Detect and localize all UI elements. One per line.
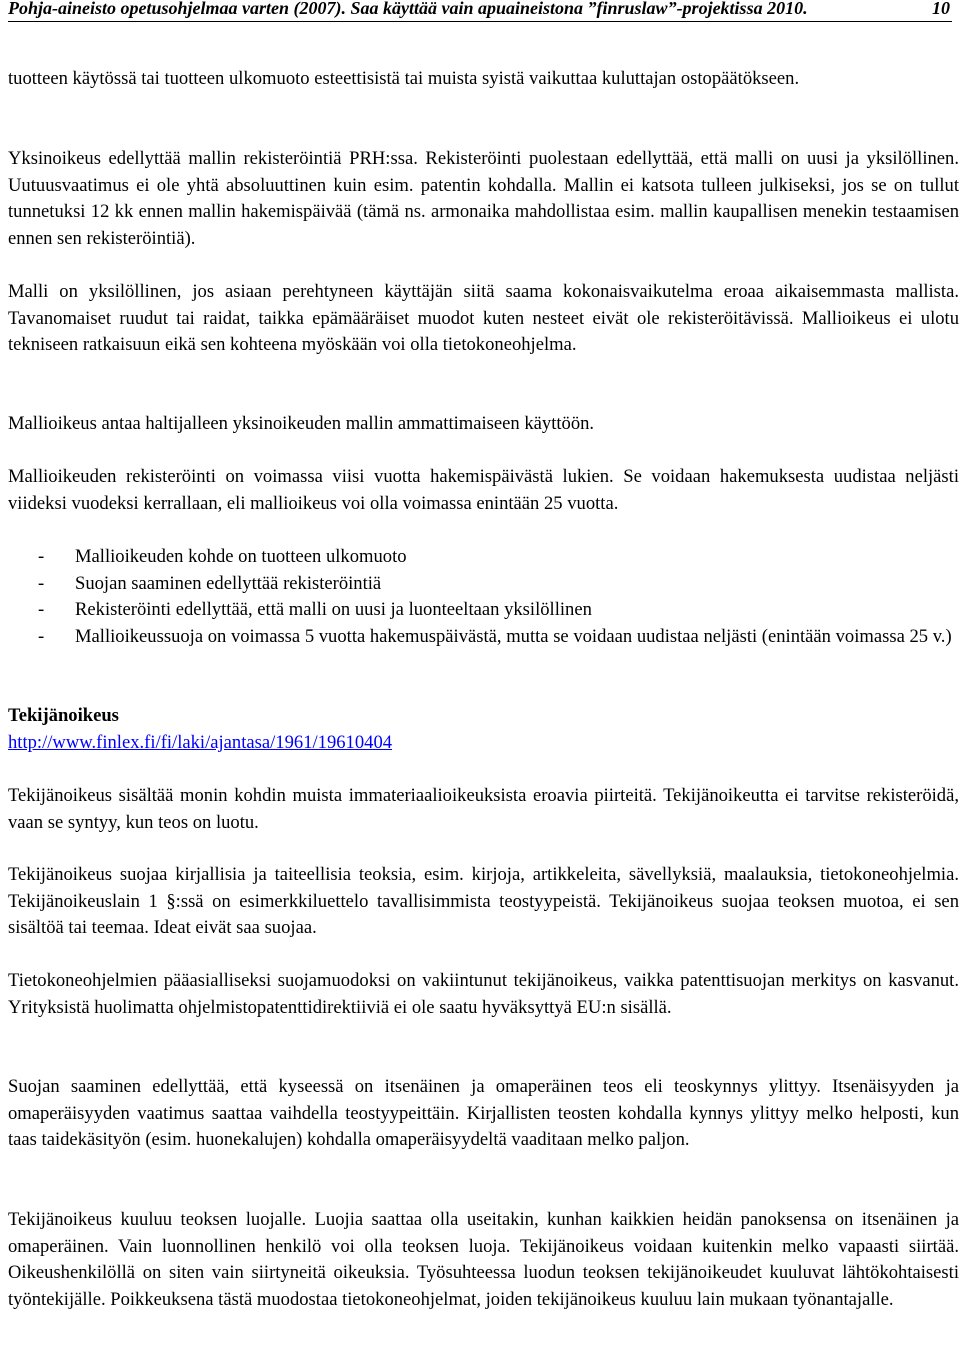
paragraph-rekisterointi: Yksinoikeus edellyttää mallin rekisteröintiä PRH:ssa. Rekisteröinti puolestaan edellyttää, että malli on uusi ja yksilöllinen. Uutuusvaatimus ei ole yhtä absoluuttinen kuin esim. patentin kohdalla. Mallin ei katsota tulleen julkiseksi, jos se on tullut tunnetuksi 12 kk ennen mallin hakemispäivää (tämä ns. armonaika mahdollistaa esim. mallin kaupallisen menekin testaamisen ennen sen rekisteröintiä). (8, 148, 959, 249)
paragraph-yksinoikeus: Mallioikeus antaa haltijalleen yksinoikeuden mallin ammattimaiseen käyttöön. (8, 413, 595, 434)
list-marker: - (38, 599, 45, 620)
list-item-text: Rekisteröinti edellyttää, että malli on uusi ja luonteeltaan yksilöllinen (75, 599, 592, 620)
running-header (8, 0, 952, 19)
paragraph-suojattavat-teokset: Tekijänoikeus suojaa kirjallisia ja taiteellisia teoksia, esim. kirjoja, artikkeleita, sävellyksiä, maalauksia, tietokoneohjelmia. Tekijänoikeuslain 1 §:ssä on esimerkkiluettelo tavallisimmista teostyypeistä. Tekijänoikeus suojaa teoksen muotoa, ei sen sisältöä tai teemaa. Ideat eivät saa suojaa. (8, 864, 959, 938)
list-marker: - (38, 625, 45, 647)
finlex-link[interactable]: http://www.finlex.fi/fi/laki/ajantasa/1961/19610404 (8, 732, 393, 753)
paragraph-yksilollisyys: Malli on yksilöllinen, jos asiaan perehtyneen käyttäjän siitä saama kokonaisvaikutelma eroaa aikaisemmasta mallista. Tavanomaiset ruudut tai raidat, taikka epämääräiset muodot kuten nesteet eivät ole rekisteröitävissä. Mallioikeus ei ulotu tekniseen ratkaisuun eikä sen kohteena myöskään voi olla tietokoneohjelma. (8, 281, 959, 355)
list-item-text: Suojan saaminen edellyttää rekisteröintiä (75, 572, 382, 594)
paragraph-teoskynnys: Suojan saaminen edellyttää, että kyseessä on itsenäinen ja omaperäinen teos eli teoskynnys ylittyy. Itsenäisyyden ja omaperäisyyden vaatimus saattaa vaihdella teostyypeittäin. Kirjallisten teosten kohdalla kynnys ylittyy melko helposti, kun taas taidekäsityön (esim. huonekalujen) kohdalla omaperäisyydeltä vaaditaan melko paljon. (8, 1076, 959, 1150)
section-heading: Tekijänoikeus (8, 705, 119, 726)
paragraph-voimassaolo: Mallioikeuden rekisteröinti on voimassa viisi vuotta hakemispäivästä lukien. Se voidaan hakemuksesta uudistaa neljästi viideksi vuodeksi kerrallaan, eli mallioikeus voi olla voimassa enintään 25 vuotta. (8, 466, 959, 514)
page-number: 10 (932, 0, 950, 18)
summary-list (8, 544, 959, 650)
list-item-text: Mallioikeussuoja on voimassa 5 vuotta hakemuspäivästä, mutta se voidaan uudistaa neljästi (enintään voimassa 25 v.) (75, 625, 952, 647)
list-item (8, 597, 959, 624)
list-item-text: Mallioikeuden kohde on tuotteen ulkomuoto (75, 546, 407, 567)
paragraph-ostopaatos: tuotteen käytössä tai tuotteen ulkomuoto esteettisistä tai muista syistä vaikuttaa kuluttajan ostopäätökseen. (8, 68, 800, 89)
list-item (8, 624, 959, 651)
running-header-title: Pohja-aineisto opetusohjelmaa varten (2007). Saa käyttää vain apuaineistona ”finruslaw”-projektissa 2010. (8, 0, 808, 18)
paragraph-tietokoneohjelmat: Tietokoneohjelmien pääasialliseksi suojamuodoksi on vakiintunut tekijänoikeus, vaikka patenttisuojan merkitys on kasvanut. Yrityksistä huolimatta ohjelmistopatenttidirektiiviä ei ole saatu hyväksyttyä EU:n sisällä. (8, 970, 959, 1018)
list-marker: - (38, 572, 45, 594)
paragraph-tekijanoikeus-piirteet: Tekijänoikeus sisältää monin kohdin muista immateriaalioikeuksista eroavia piirteitä. Tekijänoikeutta ei tarvitse rekisteröidä, vaan se syntyy, kun teos on luotu. (8, 785, 959, 833)
list-item (8, 571, 959, 598)
list-item (8, 544, 959, 571)
list-marker: - (38, 546, 45, 567)
header-divider (8, 21, 952, 22)
paragraph-tekijyys: Tekijänoikeus kuuluu teoksen luojalle. Luojia saattaa olla useitakin, kunhan kaikkien heidän panoksensa on itsenäinen ja omaperäinen. Vain luonnollinen henkilö voi olla teoksen luoja. Tekijänoikeus voidaan kuitenkin melko vapaasti siirtää. Oikeushenkilöllä on siten vain siirtyneitä oikeuksia. Työsuhteessa luodun teoksen tekijänoikeudet kuuluvat lähtökohtaisesti työntekijälle. Poikkeuksena tästä muodostaa tietokoneohjelmat, joiden tekijänoikeus kuuluu lain mukaan työnantajalle. (8, 1209, 959, 1310)
